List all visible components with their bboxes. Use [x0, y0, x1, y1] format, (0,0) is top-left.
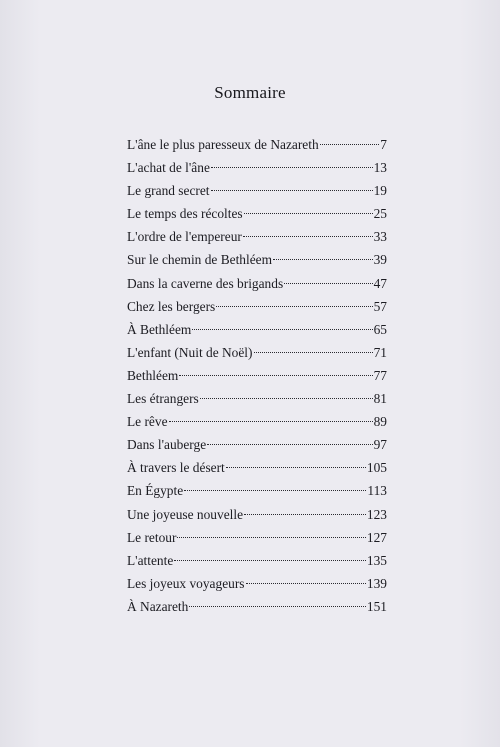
- dot-leader: [243, 236, 373, 237]
- toc-entry-page-number: 105: [366, 460, 387, 476]
- toc-entry-title: Sur le chemin de Bethléem: [127, 252, 273, 268]
- dot-leader: [226, 467, 366, 468]
- dot-leader: [246, 583, 366, 584]
- toc-entry: [127, 133, 387, 156]
- dot-leader: [211, 190, 373, 191]
- toc-entry-title: Une joyeuse nouvelle: [127, 506, 244, 522]
- toc-entry: [127, 341, 387, 364]
- toc-entry-page-number: 77: [373, 367, 387, 383]
- toc-entry-title: Le rêve: [127, 414, 168, 430]
- toc-entry-page-number: 135: [366, 552, 387, 568]
- toc-entry-page-number: 39: [373, 252, 387, 268]
- toc-entry: [127, 410, 387, 433]
- dot-leader: [179, 375, 372, 376]
- toc-entry-page-number: 151: [366, 598, 387, 614]
- toc-entry-page-number: 113: [367, 483, 387, 499]
- dot-leader: [207, 444, 372, 445]
- dot-leader: [211, 167, 373, 168]
- toc-entry-title: Le grand secret: [127, 183, 210, 199]
- toc-entry-page-number: 19: [373, 183, 387, 199]
- toc-entry-title: Bethléem: [127, 367, 179, 383]
- dot-leader: [244, 213, 373, 214]
- toc-entry: [127, 595, 387, 618]
- toc-entry-page-number: 25: [373, 206, 387, 222]
- toc-entry: [127, 179, 387, 202]
- dot-leader: [177, 537, 365, 538]
- toc-entry-page-number: 71: [373, 344, 387, 360]
- toc-entry-page-number: 57: [373, 298, 387, 314]
- toc-entry-title: Le retour: [127, 529, 177, 545]
- dot-leader: [184, 490, 366, 491]
- toc-entry: [127, 202, 387, 225]
- toc-entry: [127, 364, 387, 387]
- toc-entry-page-number: 47: [373, 275, 387, 291]
- toc-entry-title: L'attente: [127, 552, 174, 568]
- toc-entry-title: Les étrangers: [127, 391, 199, 407]
- dot-leader: [254, 352, 373, 353]
- toc-entry: [127, 225, 387, 248]
- toc-entry-page-number: 97: [373, 437, 387, 453]
- dot-leader: [284, 283, 372, 284]
- toc-entry-page-number: 81: [373, 391, 387, 407]
- toc-entry: [127, 318, 387, 341]
- toc-entry-title: À Bethléem: [127, 321, 192, 337]
- toc-entry-title: À Nazareth: [127, 598, 189, 614]
- dot-leader: [169, 421, 373, 422]
- toc-entry-title: L'enfant (Nuit de Noël): [127, 344, 253, 360]
- toc-entry-title: À travers le désert: [127, 460, 225, 476]
- toc-entry-title: Dans l'auberge: [127, 437, 207, 453]
- toc-entry-title: Dans la caverne des brigands: [127, 275, 284, 291]
- dot-leader: [216, 306, 372, 307]
- toc-entry: [127, 549, 387, 572]
- dot-leader: [320, 144, 380, 145]
- toc-entry: [127, 572, 387, 595]
- toc-entry: [127, 156, 387, 179]
- toc-entry-title: L'ordre de l'empereur: [127, 229, 242, 245]
- toc-entry: [127, 433, 387, 456]
- toc-entry-page-number: 139: [366, 575, 387, 591]
- dot-leader: [200, 398, 373, 399]
- toc-entry-page-number: 65: [373, 321, 387, 337]
- dot-leader: [174, 560, 366, 561]
- toc-entry-page-number: 127: [366, 529, 387, 545]
- toc-entry-page-number: 89: [373, 414, 387, 430]
- toc-entry-title: Chez les bergers: [127, 298, 216, 314]
- toc-entry-title: L'achat de l'âne: [127, 160, 210, 176]
- toc-entry-title: L'âne le plus paresseux de Nazareth: [127, 137, 319, 152]
- toc-entry: [127, 526, 387, 549]
- toc-entry: [127, 456, 387, 479]
- toc-entry-title: Le temps des récoltes: [127, 206, 243, 222]
- page-title: Sommaire: [214, 83, 286, 102]
- dot-leader: [192, 329, 372, 330]
- toc-entry-title: En Égypte: [127, 483, 184, 499]
- dot-leader: [189, 606, 366, 607]
- toc-entry-page-number: 7: [380, 137, 387, 152]
- toc-entry: [127, 503, 387, 526]
- toc-entry-title: Les joyeux voyageurs: [127, 575, 245, 591]
- toc-entry: [127, 387, 387, 410]
- toc-entry-page-number: 33: [373, 229, 387, 245]
- toc-entry: [127, 248, 387, 271]
- toc-entry: [127, 479, 387, 502]
- table-of-contents: [127, 133, 387, 618]
- toc-entry-page-number: 13: [373, 160, 387, 176]
- dot-leader: [273, 259, 373, 260]
- toc-entry-page-number: 123: [366, 506, 387, 522]
- toc-entry: [127, 272, 387, 295]
- dot-leader: [244, 514, 366, 515]
- toc-entry: [127, 295, 387, 318]
